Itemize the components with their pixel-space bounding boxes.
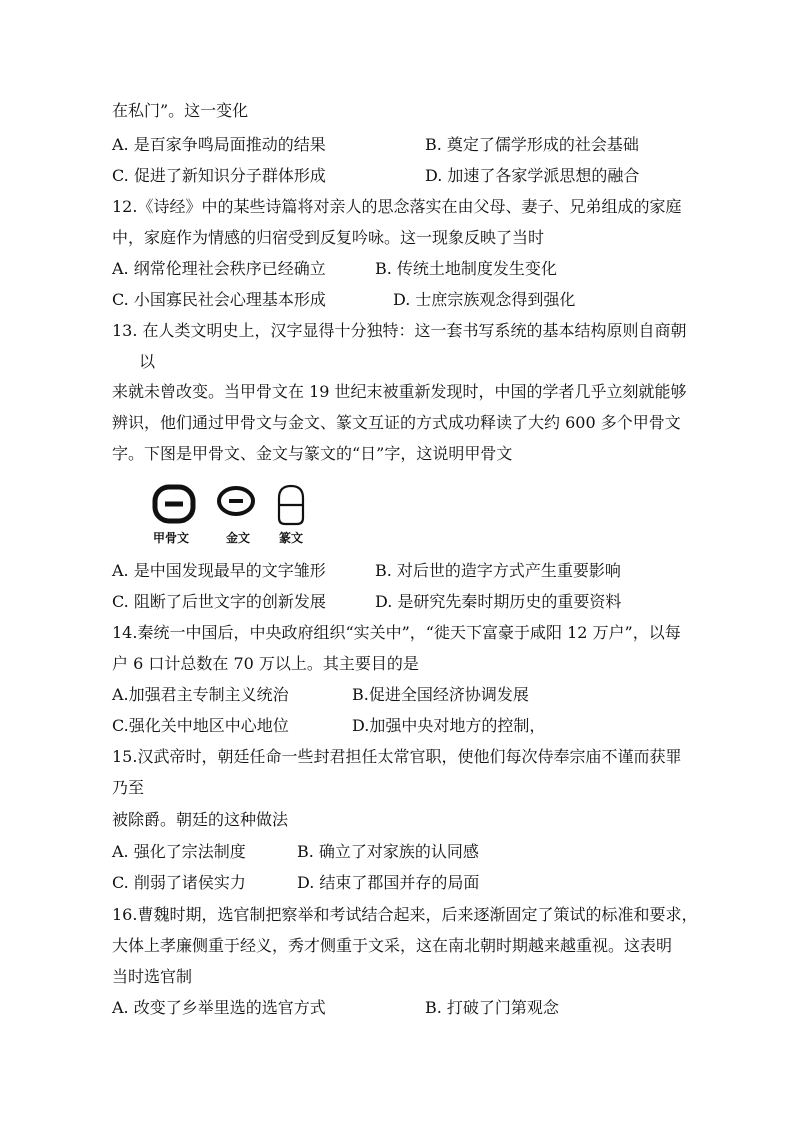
q14-option-b: B.促进全国经济协调发展	[352, 685, 529, 704]
q13-option-a: A. 是中国发现最早的文字雏形	[112, 561, 326, 580]
q14-stem-line-2: 户 6 口计总数在 70 万以上。其主要目的是	[112, 654, 419, 673]
q15-option-a: A. 强化了宗法制度	[112, 842, 246, 861]
bronze-ri-glyph	[216, 484, 256, 518]
q13-stem-line-1: 13. 在人类文明史上，汉字显得十分独特：这一套书写系统的基本结构原则自商朝	[112, 321, 687, 340]
q15-stem-line-1: 15.汉武帝时，朝廷任命一些封君担任太常官职，使他们每次侍奉宗庙不谨而获罪	[112, 747, 682, 766]
q13-option-b: B. 对后世的造字方式产生重要影响	[375, 561, 621, 580]
q15-option-b: B. 确立了对家族的认同感	[297, 842, 479, 861]
q14-option-d: D.加强中央对地方的控制，	[352, 716, 546, 735]
q14-option-a: A.加强君主专制主义统治	[112, 685, 289, 704]
ri-character-figure	[150, 484, 320, 544]
glyph-label-oracle-bone: 甲骨文	[153, 531, 190, 545]
q16-stem-line-2: 大体上孝廉侧重于经义，秀才侧重于文采，这在南北朝时期越来越重视。这表明	[112, 936, 673, 955]
q13-option-c: C. 阻断了后世文字的创新发展	[112, 592, 326, 611]
q12-stem-line-2: 中，家庭作为情感的归宿受到反复吟咏。这一现象反映了当时	[112, 228, 545, 247]
seal-script-ri-glyph	[276, 484, 306, 526]
q12-option-b: B. 传统土地制度发生变化	[375, 259, 557, 278]
q13-option-d: D. 是研究先秦时期历史的重要资料	[375, 592, 622, 611]
q12-option-c: C. 小国寡民社会心理基本形成	[112, 290, 326, 309]
oracle-bone-ri-glyph	[152, 484, 196, 524]
q11-option-c: C. 促进了新知识分子群体形成	[112, 166, 326, 185]
q13-stem-line-5: 字。下图是甲骨文、金文与篆文的“日”字，这说明甲骨文	[112, 444, 513, 463]
q11-option-a: A. 是百家争鸣局面推动的结果	[112, 135, 326, 154]
q11-option-d: D. 加速了各家学派思想的融合	[425, 166, 640, 185]
q13-stem-line-3: 来就未曾改变。当甲骨文在 19 世纪末被重新发现时，中国的学者几乎立刻就能够	[112, 382, 687, 401]
question-11-stem-tail: 在私门”。这一变化	[112, 101, 249, 120]
q12-option-d: D. 士庶宗族观念得到强化	[393, 290, 576, 309]
q11-option-b: B. 奠定了儒学形成的社会基础	[425, 135, 639, 154]
q16-option-b: B. 打破了门第观念	[425, 998, 559, 1017]
q13-stem-line-2: 以	[139, 352, 156, 371]
q16-option-a: A. 改变了乡举里选的选官方式	[112, 998, 326, 1017]
glyph-label-bronze: 金文	[226, 531, 251, 545]
q16-stem-line-3: 当时选官制	[112, 967, 193, 986]
q15-option-d: D. 结束了郡国并存的局面	[297, 873, 480, 892]
q15-option-c: C. 削弱了诸侯实力	[112, 873, 246, 892]
q15-stem-line-3: 被除爵。朝廷的这种做法	[112, 810, 289, 829]
glyph-label-seal: 篆文	[279, 531, 304, 545]
q12-option-a: A. 纲常伦理社会秩序已经确立	[112, 259, 326, 278]
q12-stem-line-1: 12.《诗经》中的某些诗篇将对亲人的思念落实在由父母、妻子、兄弟组成的家庭	[112, 197, 682, 216]
q16-stem-line-1: 16.曹魏时期，选官制把察举和考试结合起来，后来逐渐固定了策试的标准和要求，	[112, 905, 698, 924]
q15-stem-line-2: 乃至	[112, 778, 145, 797]
q14-option-c: C.强化关中地区中心地位	[112, 716, 289, 735]
q13-stem-line-4: 辨识，他们通过甲骨文与金文、篆文互证的方式成功释读了大约 600 多个甲骨文	[112, 413, 681, 432]
q14-stem-line-1: 14.秦统一中国后，中央政府组织“实关中”，“徙天下富豪于咸阳 12 万户”，以每	[112, 623, 681, 642]
